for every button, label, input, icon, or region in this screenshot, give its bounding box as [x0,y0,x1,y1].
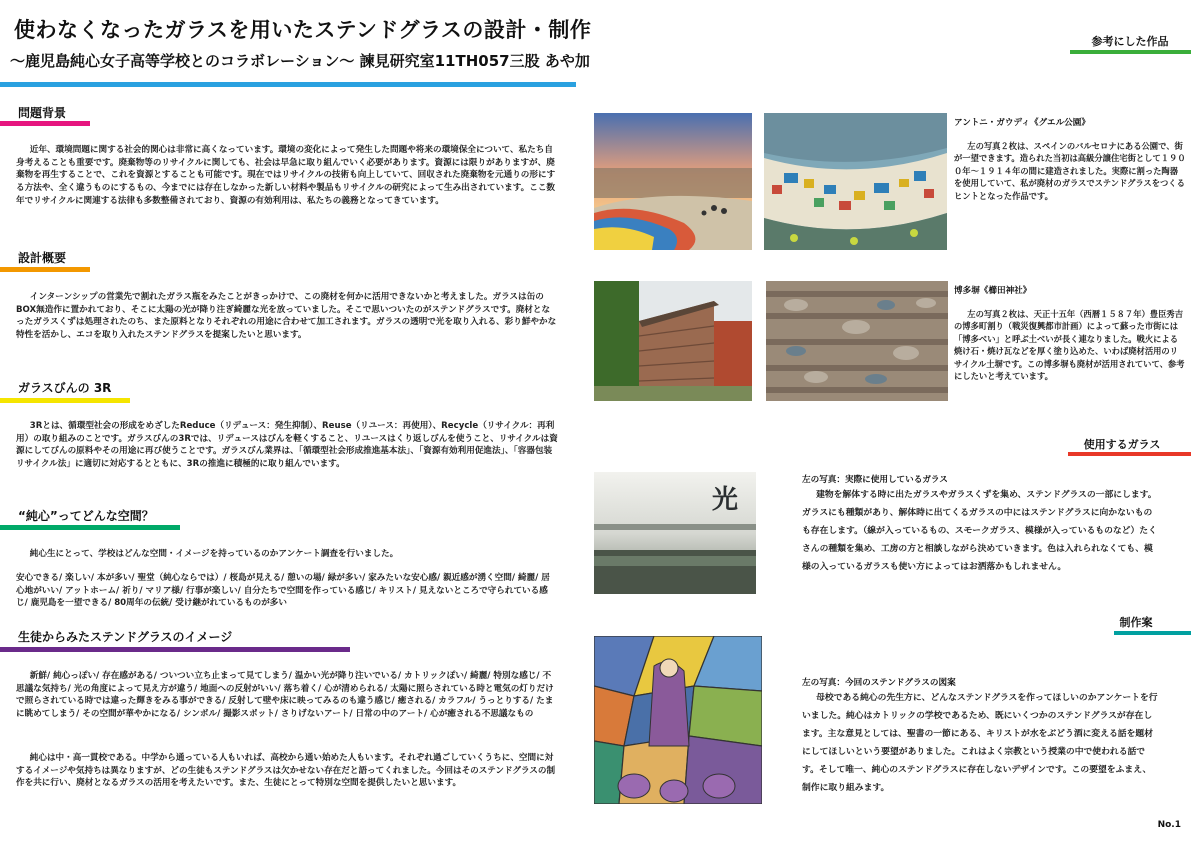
page-number: No.1 [1157,820,1181,830]
hakata-text: 左の写真２枚は、天正十五年（西暦１５８７年）豊臣秀吉の博多町割り（戦災復興都市計画）によって蘇った市街には「博多べい」と呼ぶ土べいが長く連なりました。戦火による焼け石・焼け瓦などを厚く塗り込めた、いわば廃材活用のリサイクル土塀です。この博多塀も廃材が活用されていて、参考にしたいと考えています。 [954,309,1185,382]
junshin-heading: “純心”ってどんな空間？ [18,509,154,523]
references-heading-bar [1070,50,1191,54]
glass-caption: 左の写真：実際に使用しているガラス [802,475,948,485]
design-heading: 設計概要 [18,251,67,265]
glass-text: 建物を解体する時に出たガラスやガラスくずを集め、ステンドグラスの一部にします。ガラスにも種類があり、解体時に出てくるガラスの中にはステンドグラスに向かないものも存在します。（線が入っているもの、スモークガラス、模様が入っているものなど）たくさんの種類を集め、工房の方と相談しながら決めていきます。色は入れられなくても、模様の入っているガラスも使い方によってはお洒落かもしれません。 [802,490,1157,573]
plan-caption: 左の写真：今回のステンドグラスの図案 [802,678,956,688]
three-r-heading: ガラスびんの 3R [18,381,112,395]
design-text: インターンシップの営業先で割れたガラス瓶をみたことがきっかけで、この廃材を何かに活用できないかと考えました。ガラスは缶のBOX無造作に置かれており、そこに太陽の光が降り注ぎ綺麗な光を放っていました。そこで思いついたのがステンドグラスです。廃材となったガラスくずは処理されたのち、また原料となりそれぞれの用途に合わせて加工されます。ガラスの透明で光を取り入れる、彩り鮮やかな特性を活かし、エコを取り入れたステンドグラスを提案したいと思います。 [16,292,557,341]
students-answers: 新鮮/ 純心っぽい/ 存在感がある/ ついつい立ち止まって見てしまう/ 温かい光が降り注いでいる/ カトリックぽい/ 綺麗/ 特別な感じ/ 不思議な気持ち/ 光の角度によって見え方が違う/ 地面への反射がいい/ 落ち着く/ 心が清められる/ 太陽に照らされている時と電気の灯りだけで照らされている時では違った輝きをみる事ができる/ 反射して壁や床に映ってみるのも違う感じ/ 癒される/ カラフル/ うっとりする/ たまに眺めてしまう/ その空間が華やかになる/ シンボル/ 撮影スポット/ さりげないアート/ 日常の中のアート/ 心が癒される不思議なもの [16,671,554,720]
junshin-intro: 純心生にとって、学校はどんな空間・イメージを持っているのかアンケート調査を行いました。 [29,549,399,559]
park-guell-mosaic-photo [764,113,947,250]
junshin-heading-bar [0,525,180,530]
design-heading-bar [0,267,90,272]
glass-heading-bar [1068,452,1191,456]
gaudi-text: 左の写真２枚は、スペインのバルセロナにある公園で、街が一望できます。造られた当初は高級分譲住宅街として１９００年〜１９１４年の間に建造されました。実際に割った陶器を使用していて、私が廃材のガラスでステンドグラスをつくるヒントとなった作品です。 [954,141,1186,201]
park-guell-panorama-photo [594,113,752,250]
students-heading-bar [0,647,350,652]
hakata-wall-closeup-photo [766,281,948,401]
background-heading-bar [0,121,90,126]
hakata-title: 博多塀《櫛田神社》 [954,286,1032,296]
plan-text: 母校である純心の先生方に、どんなステンドグラスを作ってほしいのかアンケートを行いました。純心はカトリックの学校であるため、既にいくつかのステンドグラスが存在します。主な意見としては、聖書の一節にある、キリストが水をぶどう酒に変える話を題材にしてほしいという要望がありました。これはよく宗教という授業の中で使われる話です。そして唯一、純心のステンドグラスに存在しないデザインです。この要望をふまえ、制作に取り組みます。 [802,693,1158,794]
junshin-answers: 安心できる/ 楽しい/ 本が多い/ 聖堂（純心ならでは）/ 桜島が見える/ 憩いの場/ 緑が多い/ 家みたいな安心感/ 親近感が湧く空間/ 綺麗/ 居心地がいい/ アットホーム/ 祈り/ マリア様/ 行事が楽しい/ 自分たちで空間を作っている感じ/ キリスト/ 見えないところで守られている感じ/ 鹿児島を一望できる/ 80周年の伝統/ 受け継がれているものが多い [16,573,550,609]
plan-heading: 制作案 [1119,616,1153,629]
three-r-text: 3Rとは、循環型社会の形成をめざしたReduce（リデュース：発生抑制）、Reuse（リユース：再使用）、Recycle（リサイクル：再利用）の取り組みのことです。ガラスびんの3Rでは、リデュースはびんを軽くすること、リユースはくり返しびんを使うこと、リサイクルは資源にしてびんの原料やその用途に再び使うことです。ガラスびん業界は、「循環型社会形成推進基本法」、「資源有効利用促進法」、「容器包装リサイクル法」に適切に対応するとともに、3Rの推進に積極的に取り組んでいます。 [16,421,558,470]
students-closing: 純心は中・高一貫校である。中学から通っている人もいれば、高校から通い始めた人もいます。それぞれ過ごしていくうちに、空間に対するイメージや気持ちは異なりますが、どの生徒もステンドグラスは欠かせない存在だと語ってくれました。今回はそのステンドグラスの制作を共に行い、廃材となるガラスの活用を考えたいです。また、生徒にとって特別な空間を提供したいと思います。 [16,753,556,789]
glass-heading: 使用するガラス [1083,438,1161,451]
glass-photo-text: 光 [712,485,739,515]
page-title: 使わなくなったガラスを用いたステンドグラスの設計・制作 [14,18,592,42]
title-underline [0,82,576,87]
students-heading: 生徒からみたステンドグラスのイメージ [18,630,233,644]
plan-heading-bar [1114,631,1191,635]
used-glass-photo [594,472,756,594]
hakata-wall-photo [594,281,752,401]
stained-glass-design-photo [594,636,762,804]
background-heading: 問題背景 [18,106,67,120]
three-r-heading-bar [0,398,130,403]
page-subtitle: 〜鹿児島純心女子高等学校とのコラボレーション〜 諫見研究室11TH057三股 あや加 [10,52,590,70]
gaudi-title: アントニ・ガウディ《グエル公園》 [954,118,1090,128]
background-text: 近年、環境問題に関する社会的関心は非常に高くなっています。環境の変化によって発生した問題や将来の環境保全について、私たち自身考えることも重要です。廃棄物等のリサイクルに関しても、社会は早急に取り組んでいく必要があります。資源には限りがありますが、廃棄物を再生することで、これを資源とすることも可能です。現在ではリサイクルの技術も向上していて、回収された廃棄物を元通りの形にする方法や、全く違うものにするもの、今までには存在しなかった新しい材料や製品もリサイクルの研究によって生み出されています。ここ数年でリサイクルに関連する法律も多数整備されており、資源の有効利用は、私たちの義務となってきています。 [16,145,556,206]
references-heading: 参考にした作品 [1091,35,1169,48]
